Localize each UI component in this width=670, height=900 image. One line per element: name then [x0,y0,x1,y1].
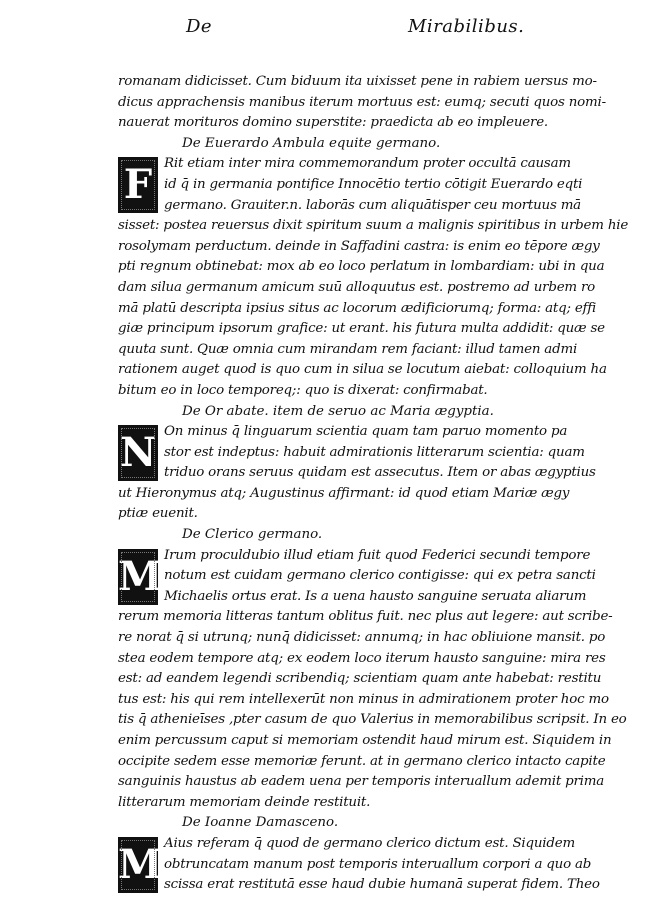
text-line: sanguinis haustus ab eadem uena per temporis interuallum ademit prima [118,774,605,790]
section-heading: De Or abate. item de seruo ac Maria ægyptia. [182,403,494,419]
section-or-abate [118,422,596,525]
text-line: re norat q̄ si utrunq; nunq̄ didicisset: annumq; in hac obliuione mansit. po [118,630,606,646]
text-line: giæ principum ipsorum grafice: ut erant. his futura multa addidit: quæ se [118,321,605,337]
text-line: notum est cuidam germano clerico contigisse: qui ex petra sancti [164,568,596,584]
text-line: stor est indeptus: habuit admirationis litterarum scientia: quam [164,444,585,460]
text-line: scissa erat restitutā esse haud dubie humanā superat fidem. Theo [164,877,600,893]
text-line: rosolymam perductum. deinde in Saffadini castra: is enim eo tēpore ægy [118,238,600,254]
decorated-initial: N [118,425,158,481]
decorated-initial: M [118,549,158,605]
text-line: enim percussum caput si memoriam ostendit haud mirum est. Siquidem in [118,733,612,748]
running-head-right: Mirabilibus. [408,16,525,37]
intro-paragraph [118,72,606,134]
text-line: litterarum memoriam deinde restituit. [118,794,371,810]
text-line: Rit etiam inter mira commemorandum proter occultā causam [164,156,571,172]
text-line: rerum memoria litteras tantum oblitus fuit. nec plus aut legere: aut scribe- [118,609,613,625]
text-line: bitum eo in loco temporeq;: quo is dixerat: confirmabat. [118,382,488,398]
section-euerardo [118,154,629,401]
text-line: tus est: his qui rem intellexerūt non minus in admirationem proter hoc mo [118,691,609,707]
text-line: pti regnum obtinebat: mox ab eo loco perlatum in lombardiam: ubi in qua [118,259,605,275]
section-heading: De Euerardo Ambula equite germano. [182,135,441,151]
text-line: dicus apprachensis manibus iterum mortuus est: eumq; secuti quos nomi- [118,94,606,110]
section-heading: De Ioanne Damasceno. [182,815,339,831]
text-line: id q̄ in germania pontifice Innocētio tertio cōtigit Euerardo eqti [164,176,583,192]
text-line: Irum proculdubio illud etiam fuit quod Federici secundi tempore [164,547,591,563]
text-line: Michaelis ortus erat. Is a uena hausto sanguine seruata aliarum [164,588,587,604]
text-line: mā platū descripta ipsius situs ac locorum ædificiorumq; forma: atq; effi [118,300,597,316]
text-line: On minus q̄ linguarum scientia quam tam paruo momento pa [164,424,568,440]
text-line: nauerat morituros domino superstite: praedicta ab eo impleuere. [118,115,548,131]
decorated-initial: M [118,837,158,893]
text-line: dam silua germanum amicum suū alloquutus est. postremo ad urbem ro [118,279,596,295]
text-line: romanam didicisset. Cum biduum ita uixisset pene in rabiem uersus mo- [118,74,597,89]
text-line: ptiæ euenit. [118,506,198,522]
text-line: tis q̄ athenieīses ,pter casum de quo Valerius in memorabilibus scripsit. In eo [118,712,627,728]
section-damasceno [118,834,600,896]
text-line: stea eodem tempore atq; ex eodem loco iterum hausto sanguine: mira res [118,650,606,666]
text-line: ut Hieronymus atq; Augustinus affirmant: id quod etiam Mariæ ægy [118,485,570,501]
text-line: germano. Grauiter.n. laborās cum aliquātisper ceu mortuus mā [164,197,581,213]
text-line: rationem auget quod is quo cum in silua se locutum aiebat: colloquium ha [118,362,607,378]
running-head-left: De [186,16,213,37]
text-line: quuta sunt. Quæ omnia cum mirandam rem faciant: illud tamen admi [118,341,578,357]
text-line: Aius referam q̄ quod de germano clerico dictum est. Siquidem [164,835,575,851]
text-line: occipite sedem esse memoriæ ferunt. at in germano clerico intacto capite [118,753,606,769]
section-heading: De Clerico germano. [182,527,323,543]
section-clerico [118,546,627,814]
text-line: sisset: postea reuersus dixit spiritum suum a malignis spiritibus in urbem hie [118,218,629,234]
text-line: est: ad eandem legendi scribendiq; scientiam quam ante habebat: restitu [118,671,602,687]
text-line: obtruncatam manum post temporis interuallum corpori a quo ab [164,856,592,872]
text-block [118,72,629,896]
text-line: triduo orans seruus quidam est assecutus. Item or abas ægyptius [164,465,596,481]
decorated-initial: F [118,157,158,213]
